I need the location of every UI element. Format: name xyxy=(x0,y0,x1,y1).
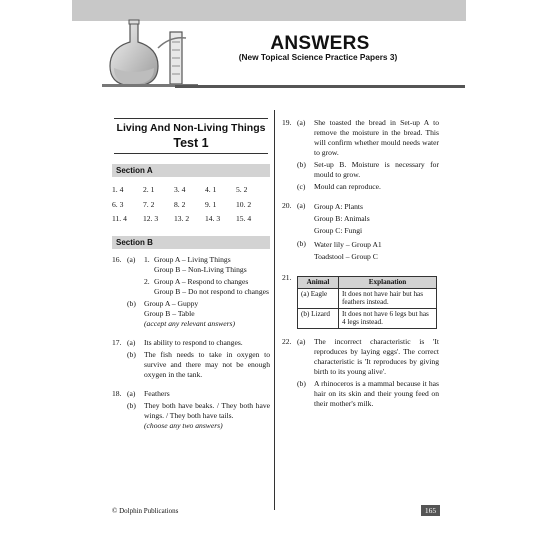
question-number: 21. xyxy=(282,273,292,282)
part-label: (b) xyxy=(127,298,136,308)
mcq-answer: 5. 2 xyxy=(236,185,248,194)
question-number: 20. xyxy=(282,201,292,210)
part-label: (b) xyxy=(297,160,306,169)
table-header: Animal xyxy=(298,277,339,289)
table-header: Explanation xyxy=(339,277,437,289)
mcq-row xyxy=(112,198,270,213)
answer-line: Water lily – Group A1 xyxy=(314,240,382,249)
answer-line: Group B: Animals xyxy=(314,214,370,223)
publisher-credit: © Dolphin Publications xyxy=(112,507,179,515)
part-label: (b) xyxy=(127,349,136,359)
section-b-label: Section B xyxy=(112,236,270,249)
answer-text: The fish needs to take in oxygen to survive and there may not be enough oxygen in the tank. xyxy=(144,349,270,379)
question-number: 17. xyxy=(112,337,122,347)
mcq-answer: 3. 4 xyxy=(174,185,186,194)
part-label: (a) xyxy=(127,388,136,398)
mcq-row xyxy=(112,183,270,198)
column-divider xyxy=(274,110,275,510)
part-label: (a) xyxy=(297,336,306,346)
answer-text: Set-up B. Moisture is necessary for mould to grow. xyxy=(314,160,439,179)
page-subtitle: (New Topical Science Practice Papers 3) xyxy=(238,52,398,62)
answer-line: Group A – Guppy xyxy=(144,298,199,308)
part-label: (a) xyxy=(127,254,136,264)
table-cell: It does not have hair but has feathers instead. xyxy=(339,288,437,308)
sub-number: 1. xyxy=(144,254,150,264)
mcq-answer: 11. 4 xyxy=(112,214,127,223)
mcq-answer: 4. 1 xyxy=(205,185,217,194)
mcq-answer: 12. 3 xyxy=(143,214,159,223)
answer-line: Group B – Non-Living Things xyxy=(154,264,247,274)
table-header-row xyxy=(298,277,437,289)
table-row xyxy=(298,308,437,328)
mcq-answer: 6. 3 xyxy=(112,199,124,209)
part-label: (c) xyxy=(297,182,306,191)
question-number: 18. xyxy=(112,388,122,398)
answer-text: They both have beaks. / They both have wings. / They both have tails. xyxy=(144,400,270,420)
part-label: (b) xyxy=(297,239,306,248)
test-title: Test 1 xyxy=(114,135,268,154)
left-column xyxy=(112,118,270,440)
answer-text: She toasted the bread in Set-up A to remove the moisture in the bread. This will confirm whether mould needs water to grow. xyxy=(314,118,439,157)
sub-number: 2. xyxy=(144,276,150,286)
answer-text: A rhinoceros is a mammal because it has hair on its skin and their young feed on their mother's milk. xyxy=(314,378,439,408)
question-17 xyxy=(112,338,270,382)
answer-text: Feathers xyxy=(144,388,170,398)
question-22 xyxy=(282,337,439,411)
part-label: (a) xyxy=(127,337,136,347)
question-18 xyxy=(112,389,270,433)
lab-glassware-icon xyxy=(100,18,200,90)
answer-line: Group B – Do not respond to changes xyxy=(154,286,269,296)
question-21 xyxy=(282,273,439,329)
header-rule xyxy=(175,85,465,88)
question-number: 19. xyxy=(282,118,292,127)
answer-line: Toadstool – Group C xyxy=(314,252,378,261)
answer-text: The incorrect characteristic is 'It reproduces by laying eggs'. The correct characteristic is 'It reproduces by giving birth to its young alive'. xyxy=(314,336,439,376)
answer-line: Group A: Plants xyxy=(314,202,363,211)
table-cell: It does not have 6 legs but has 4 legs instead. xyxy=(339,308,437,328)
mcq-answer: 8. 2 xyxy=(174,199,186,209)
answer-line: Group A – Respond to changes xyxy=(154,276,249,286)
table-row xyxy=(298,288,437,308)
question-20 xyxy=(282,201,439,265)
mcq-answer: 13. 2 xyxy=(174,214,190,223)
table-cell: (b) Lizard xyxy=(298,308,339,328)
part-label: (b) xyxy=(297,378,306,388)
answer-note: (choose any two answers) xyxy=(144,420,223,430)
answer-line: Group B – Table xyxy=(144,308,195,318)
topic-title: Living And Non-Living Things xyxy=(114,118,268,135)
mcq-answer: 1. 4 xyxy=(112,185,124,194)
mcq-answer: 2. 1 xyxy=(143,185,155,194)
page-title: ANSWERS xyxy=(270,33,370,54)
answer-line: Group C: Fungi xyxy=(314,226,363,235)
question-19 xyxy=(282,118,439,194)
mcq-answer: 15. 4 xyxy=(236,214,252,223)
part-label: (a) xyxy=(297,118,306,127)
part-label: (a) xyxy=(297,201,306,210)
part-label: (b) xyxy=(127,400,136,410)
mcq-answer: 10. 2 xyxy=(236,199,252,209)
section-a-label: Section A xyxy=(112,164,270,177)
mcq-row xyxy=(112,212,270,227)
table-cell: (a) Eagle xyxy=(298,288,339,308)
answer-text: Mould can reproduce. xyxy=(314,182,381,191)
question-number: 22. xyxy=(282,336,292,346)
mcq-answer: 7. 2 xyxy=(143,199,155,209)
mcq-answer: 9. 1 xyxy=(205,199,217,209)
right-column xyxy=(282,118,439,418)
question-number: 16. xyxy=(112,254,122,264)
answer-text: Its ability to respond to changes. xyxy=(144,337,243,347)
mcq-answer: 14. 3 xyxy=(205,214,221,223)
answer-line: Group A – Living Things xyxy=(154,254,231,264)
question-16 xyxy=(112,255,270,331)
answer-table xyxy=(297,276,437,329)
page-number: 165 xyxy=(421,505,440,516)
answer-note: (accept any relevant answers) xyxy=(144,318,236,328)
